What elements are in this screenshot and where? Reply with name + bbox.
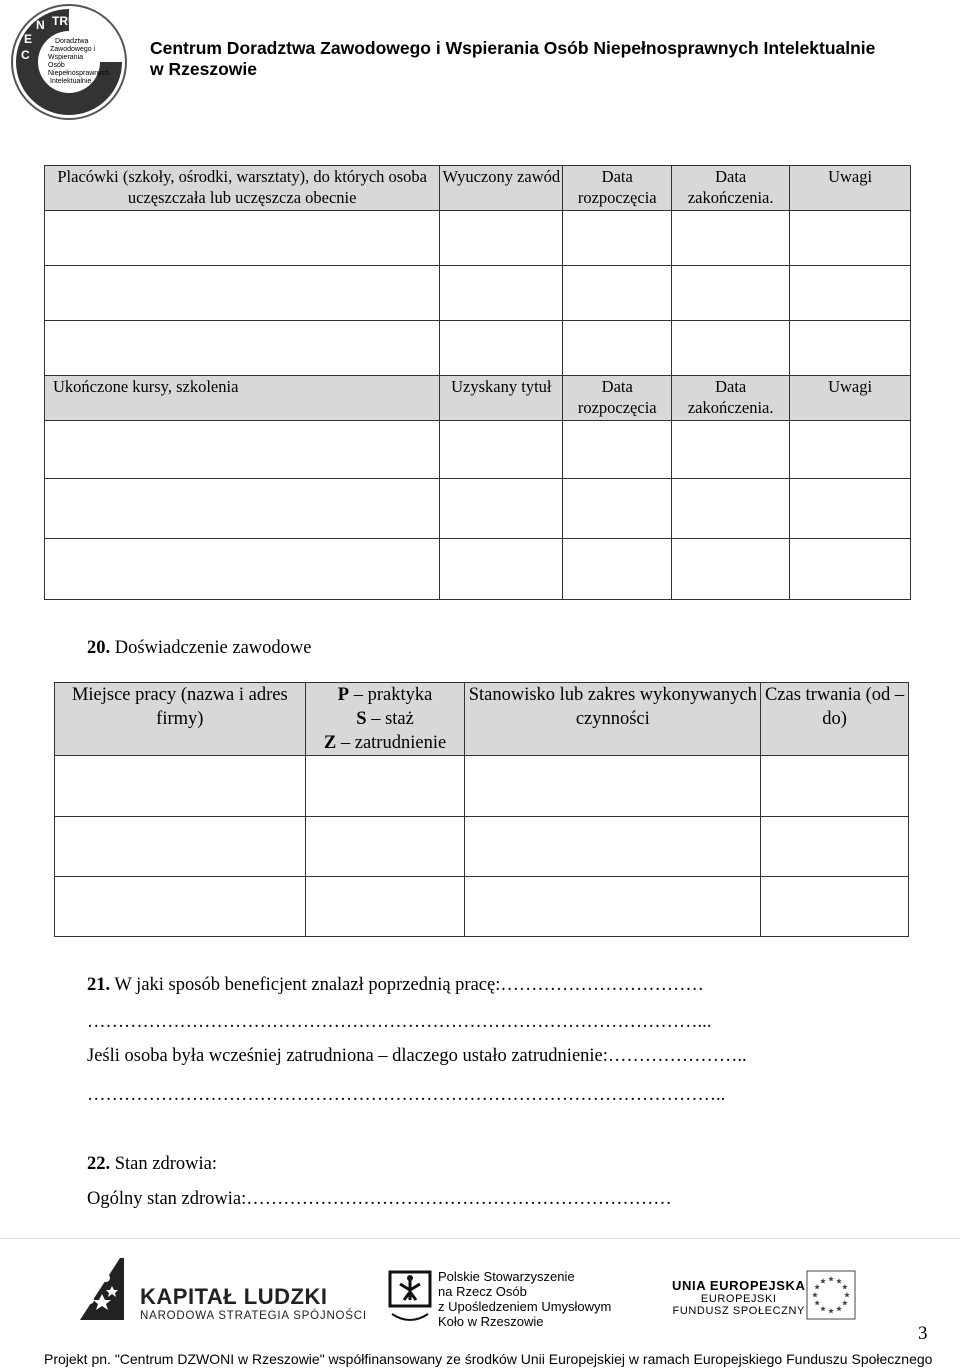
table-cell[interactable]: [55, 756, 306, 817]
type-z-text: – zatrudnienie: [340, 733, 447, 753]
svg-text:Doradztwa: Doradztwa: [55, 38, 89, 45]
table-cell[interactable]: [45, 421, 440, 479]
section-22-title: Stan zdrowia:: [114, 1154, 217, 1174]
work-experience-table: [54, 682, 909, 937]
table-cell[interactable]: [305, 756, 465, 817]
section-20-title: Doświadczenie zawodowe: [114, 638, 312, 658]
psoun-line: Polskie Stowarzyszenie: [438, 1269, 575, 1284]
table-cell[interactable]: [440, 266, 563, 321]
svg-text:N: N: [36, 18, 45, 32]
table-cell[interactable]: [672, 539, 790, 600]
table-row: [45, 211, 911, 266]
table-cell[interactable]: [45, 539, 440, 600]
psoun-line: na Rzecz Osób: [438, 1284, 527, 1299]
project-note: Projekt pn. "Centrum DZWONI w Rzeszowie" współfinansowany ze środków Unii Europejskiej w ramach Europejskiego Funduszu Społecznego: [44, 1351, 933, 1367]
svg-text:Zawodowego i: Zawodowego i: [50, 46, 96, 53]
eu-line-2: EUROPEJSKI: [700, 1293, 777, 1305]
schools-header-profession: Wyuczony zawód: [440, 166, 563, 211]
work-header-type: [305, 683, 465, 756]
table-cell[interactable]: [761, 756, 909, 817]
table-row: [45, 266, 911, 321]
table-row: [55, 817, 909, 877]
type-s-code: S: [356, 709, 367, 729]
table-row: [45, 479, 911, 539]
table-cell[interactable]: [305, 817, 465, 877]
table-row: [45, 321, 911, 376]
section-21-question-2[interactable]: Jeśli osoba była wcześniej zatrudniona – dlaczego ustało zatrudnienie:…………………..: [87, 1046, 747, 1066]
table-row: [45, 421, 911, 479]
svg-text:Osób: Osób: [48, 62, 65, 69]
table-cell[interactable]: [45, 266, 440, 321]
schools-header-end-date: Data zakończenia.: [672, 166, 790, 211]
eu-text: [672, 1278, 805, 1317]
courses-header-title: Uzyskany tytuł: [440, 376, 563, 421]
table-cell[interactable]: [563, 211, 672, 266]
type-s-text: – staż: [371, 709, 414, 729]
section-21-question-text[interactable]: W jaki sposób beneficjent znalazł poprzednią pracę:……………………………: [114, 975, 704, 995]
table-cell[interactable]: [440, 321, 563, 376]
table-cell[interactable]: [672, 266, 790, 321]
table-cell[interactable]: [563, 479, 672, 539]
section-22-heading: [87, 1152, 217, 1176]
header-title: [150, 38, 955, 80]
psoun-logo: [388, 1270, 432, 1325]
svg-text:E: E: [24, 32, 33, 46]
type-z-code: Z: [323, 733, 337, 753]
table-cell[interactable]: [55, 877, 306, 937]
table-cell[interactable]: [440, 539, 563, 600]
work-header-position: Stanowisko lub zakres wykonywanych czynności: [465, 683, 761, 756]
section-22-number: 22.: [87, 1154, 111, 1174]
svg-text:Niepełnosprawnych: Niepełnosprawnych: [48, 70, 110, 77]
table-row: [45, 539, 911, 600]
kapital-ludzki-title: KAPITAŁ LUDZKI: [140, 1284, 328, 1309]
schools-header-institution: Placówki (szkoły, ośrodki, warsztaty), do których osoba uczęszczała lub uczęszcza obecnie: [45, 166, 440, 211]
courses-header-end-date: Data zakończenia.: [672, 376, 790, 421]
section-20-number: 20.: [87, 638, 111, 658]
schools-table: [44, 165, 911, 600]
table-cell[interactable]: [563, 266, 672, 321]
courses-header-notes: Uwagi: [790, 376, 911, 421]
section-21-question: [87, 973, 704, 997]
eu-title: UNIA EUROPEJSKA: [672, 1278, 806, 1293]
header-title-line2: w Rzeszowie: [150, 59, 257, 79]
table-cell[interactable]: [672, 421, 790, 479]
table-cell[interactable]: [440, 211, 563, 266]
table-cell[interactable]: [563, 539, 672, 600]
kapital-ludzki-text: [140, 1284, 367, 1322]
kapital-ludzki-logo: [72, 1256, 130, 1326]
table-cell[interactable]: [563, 421, 672, 479]
courses-header-course: Ukończone kursy, szkolenia: [45, 376, 440, 421]
header-title-line1: Centrum Doradztwa Zawodowego i Wspierania Osób Niepełnosprawnych Intelektualnie: [150, 38, 876, 58]
table-cell[interactable]: [45, 321, 440, 376]
svg-text:Intelektualnie: Intelektualnie: [50, 78, 92, 85]
table-cell[interactable]: [790, 266, 911, 321]
table-cell[interactable]: [790, 421, 911, 479]
table-cell[interactable]: [440, 421, 563, 479]
svg-text:C: C: [21, 48, 30, 62]
table-row: [55, 877, 909, 937]
table-cell[interactable]: [563, 321, 672, 376]
table-cell[interactable]: [45, 211, 440, 266]
table-cell[interactable]: [45, 479, 440, 539]
kapital-ludzki-subtitle: NARODOWA STRATEGIA SPÓJNOŚCI: [140, 1310, 367, 1322]
table-cell[interactable]: [790, 321, 911, 376]
section-21-answer-line[interactable]: ………………………………………………………………………………………...: [87, 1012, 712, 1032]
type-p-text: – praktyka: [353, 685, 433, 705]
general-health-field[interactable]: Ogólny stan zdrowia:……………………………………………………………: [87, 1189, 672, 1209]
table-cell[interactable]: [465, 756, 761, 817]
work-header-duration: Czas trwania (od – do): [761, 683, 909, 756]
table-cell[interactable]: [790, 539, 911, 600]
courses-header-start-date: Data rozpoczęcia: [563, 376, 672, 421]
footer-divider: [0, 1238, 960, 1239]
table-cell[interactable]: [790, 479, 911, 539]
eu-flag-icon: [806, 1270, 856, 1320]
table-cell[interactable]: [672, 211, 790, 266]
section-21-answer-line-2[interactable]: …………………………………………………………………………………………..: [87, 1085, 726, 1105]
table-cell[interactable]: [672, 479, 790, 539]
table-cell[interactable]: [305, 877, 465, 937]
centrum-logo: [10, 3, 128, 121]
table-cell[interactable]: [761, 817, 909, 877]
table-cell[interactable]: [672, 321, 790, 376]
type-p-code: P: [337, 685, 350, 705]
svg-text:TRUM: TRUM: [52, 14, 87, 28]
table-row: [55, 756, 909, 817]
section-21-number: 21.: [87, 975, 111, 995]
page-number: 3: [918, 1323, 928, 1344]
schools-header-notes: Uwagi: [790, 166, 911, 211]
table-cell[interactable]: [465, 817, 761, 877]
section-20-heading: [87, 636, 311, 660]
work-header-place: Miejsce pracy (nazwa i adres firmy): [55, 683, 306, 756]
table-cell[interactable]: [55, 817, 306, 877]
table-cell[interactable]: [465, 877, 761, 937]
psoun-line: z Upośledzeniem Umysłowym: [438, 1299, 612, 1314]
psoun-text: [438, 1269, 611, 1329]
schools-header-start-date: Data rozpoczęcia: [563, 166, 672, 211]
svg-text:Wspierania: Wspierania: [48, 54, 84, 61]
table-cell[interactable]: [440, 479, 563, 539]
eu-line-3: FUNDUSZ SPOŁECZNY: [672, 1305, 805, 1317]
psoun-line: Koło w Rzeszowie: [438, 1314, 544, 1329]
table-cell[interactable]: [761, 877, 909, 937]
table-cell[interactable]: [790, 211, 911, 266]
